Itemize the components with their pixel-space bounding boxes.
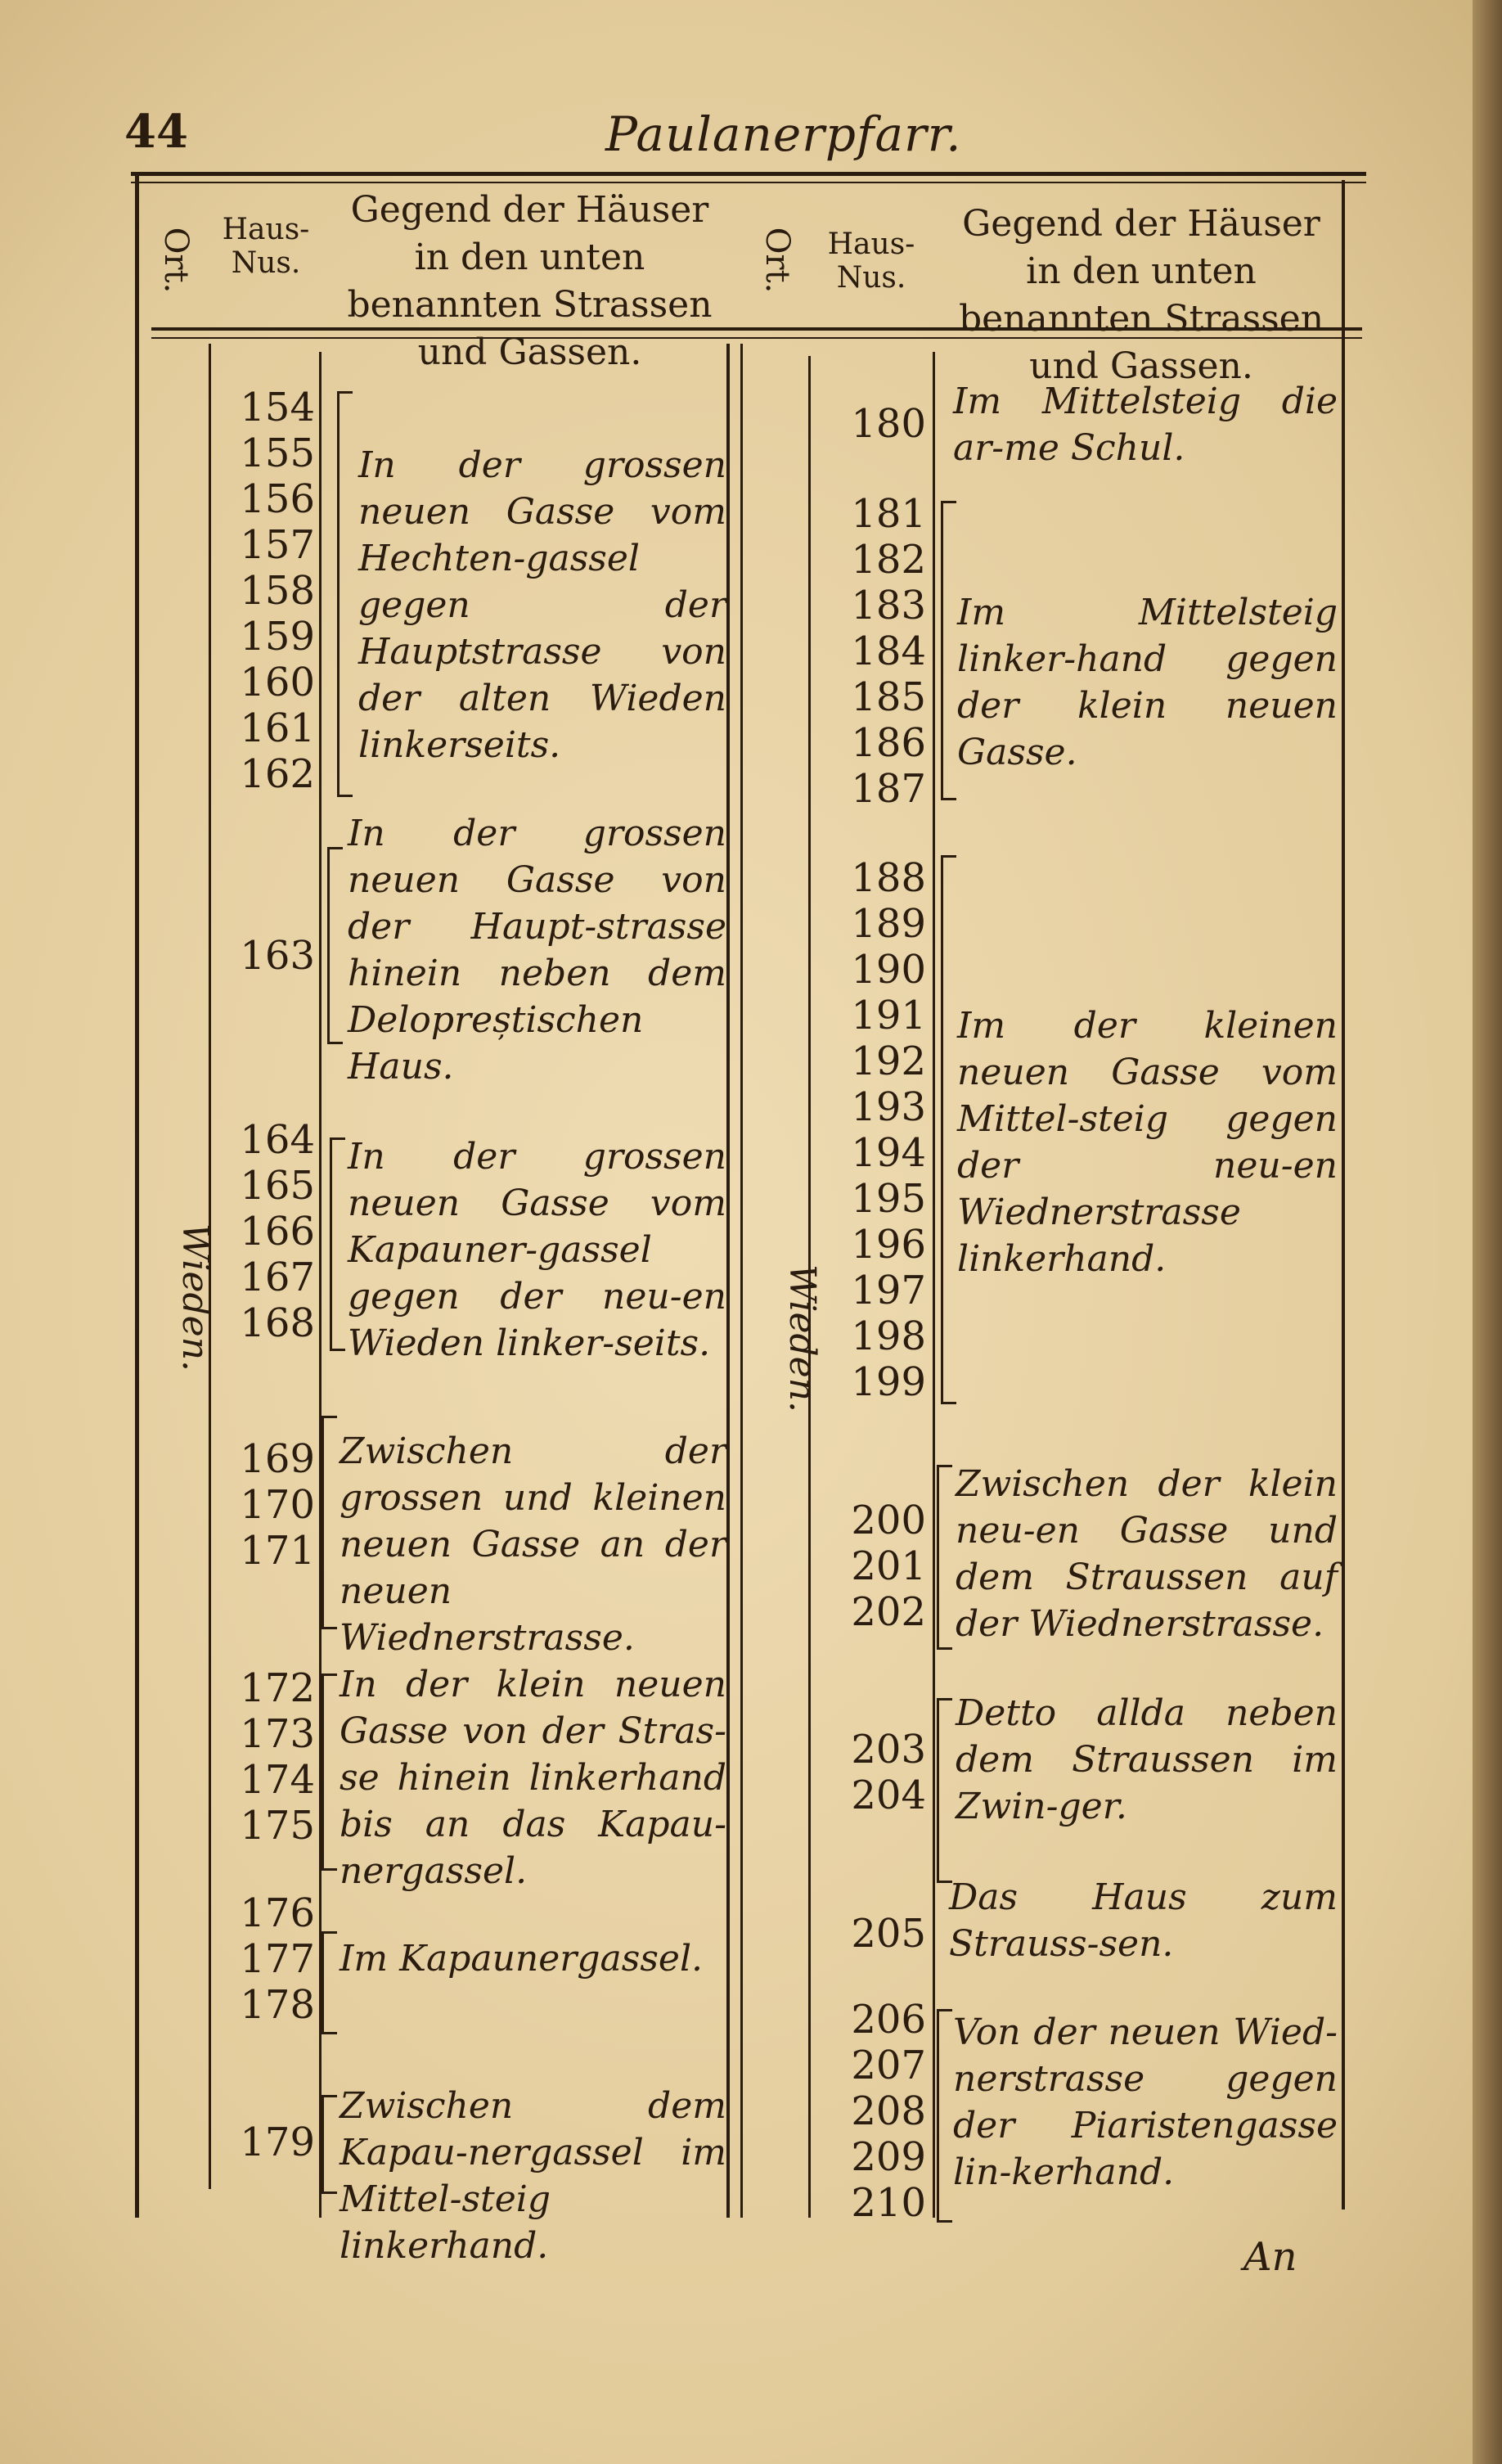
street-description: Detto allda neben dem Straussen im Zwin-ger.	[956, 1692, 1338, 1827]
house-number: 164	[240, 1117, 315, 1163]
house-numbers	[221, 1436, 315, 1574]
house-number: 177	[240, 1936, 315, 1982]
street-description: Zwischen der klein neu-en Gasse und dem Straussen auf der Wiednerstrasse.	[956, 1463, 1338, 1645]
bracket	[322, 2095, 337, 2194]
center-divider-b	[740, 344, 743, 2218]
house-number: 209	[851, 2134, 926, 2180]
house-number: 205	[851, 1911, 926, 1957]
bracket	[941, 501, 956, 800]
house-number: 171	[240, 1528, 315, 1574]
house-number: 195	[851, 1176, 926, 1222]
house-number: 189	[851, 901, 926, 947]
frame-left	[135, 176, 139, 2218]
house-number: 184	[851, 628, 926, 674]
house-number: 158	[240, 568, 315, 614]
street-description: Im der kleinen neuen Gasse vom Mittel-steig gegen der neu-en Wiednerstrasse linkerhand.	[957, 1005, 1338, 1280]
house-number: 193	[851, 1084, 926, 1130]
house-numbers	[826, 1997, 926, 2226]
house-number: 157	[240, 522, 315, 568]
house-number: 160	[240, 660, 315, 705]
table-top-rule-2	[131, 182, 1366, 183]
house-number: 161	[240, 705, 315, 751]
ort-wieden-right: Wieden.	[781, 1264, 824, 1413]
house-number: 190	[851, 947, 926, 993]
house-number: 197	[851, 1268, 926, 1313]
street-description: Zwischen der grossen und kleinen neuen Gasse an der neuen Wiednerstrasse.	[340, 1430, 726, 1659]
bracket	[322, 1416, 337, 1629]
house-number: 206	[851, 1997, 926, 2043]
bracket	[941, 855, 956, 1404]
house-number: 165	[240, 1163, 315, 1209]
house-number: 155	[240, 430, 315, 476]
street-description: Zwischen dem Kapau-nergassel im Mittel-steig linkerhand.	[340, 2085, 726, 2267]
bracket	[327, 847, 343, 1044]
ort-wieden-left: Wieden.	[174, 1223, 217, 1372]
house-number: 210	[851, 2180, 926, 2226]
header-ort-left: Ort.	[157, 227, 195, 294]
house-number: 199	[851, 1359, 926, 1405]
house-numbers	[826, 1498, 926, 1635]
house-numbers	[221, 933, 315, 979]
house-number: 163	[240, 933, 315, 979]
house-number: 203	[851, 1727, 926, 1773]
street-description: Im Kapaunergassel.	[340, 1938, 703, 1980]
bracket	[937, 2009, 952, 2223]
house-number: 181	[851, 491, 926, 537]
house-number: 179	[240, 2119, 315, 2165]
house-number: 207	[851, 2043, 926, 2088]
running-head: Paulanerpfarr.	[605, 106, 962, 162]
street-description: In der klein neuen Gasse von der Stras-se hinein linkerhand bis an das Kapau-nergassel.	[340, 1664, 726, 1892]
house-number: 178	[240, 1982, 315, 2028]
street-description: In der grossen neuen Gasse vom Kapauner-gassel gegen der neu-en Wieden linker-seits.	[348, 1136, 726, 1364]
house-numbers	[221, 2119, 315, 2165]
house-number: 182	[851, 537, 926, 583]
center-divider-a	[726, 344, 730, 2218]
page-number: 44	[124, 105, 188, 159]
header-ort-right: Ort.	[758, 227, 796, 294]
street-description: In der grossen neuen Gasse vom Hechten-gassel gegen der Hauptstrasse von der alten Wieden linkerseits.	[358, 444, 726, 766]
header-gegend-left: Gegend der Häuser in den unten benannten Strassen und Gassen.	[347, 189, 713, 373]
house-number: 192	[851, 1038, 926, 1084]
bracket	[337, 391, 353, 797]
house-number: 204	[851, 1773, 926, 1818]
header-haus-nus-left: Haus-Nus.	[222, 213, 310, 281]
house-number: 194	[851, 1130, 926, 1176]
house-number: 170	[240, 1482, 315, 1528]
house-numbers	[221, 1117, 315, 1346]
bracket	[937, 1698, 952, 1883]
house-number: 169	[240, 1436, 315, 1482]
street-description: Im Mittelsteig die ar-me Schul.	[953, 381, 1338, 469]
house-numbers	[221, 1665, 315, 1849]
house-numbers	[221, 1890, 315, 2028]
house-number: 201	[851, 1543, 926, 1589]
house-number: 187	[851, 766, 926, 812]
page-edge	[1473, 0, 1502, 2464]
house-number: 175	[240, 1803, 315, 1849]
house-number: 167	[240, 1255, 315, 1300]
house-number: 154	[240, 385, 315, 430]
bracket	[937, 1465, 952, 1650]
house-number: 183	[851, 583, 926, 628]
house-numbers	[826, 401, 926, 447]
house-number: 186	[851, 720, 926, 766]
header-gegend-right: Gegend der Häuser in den unten benannten Strassen und Gassen.	[958, 203, 1324, 387]
house-number: 208	[851, 2088, 926, 2134]
bracket	[330, 1137, 345, 1351]
table-top-rule	[131, 172, 1366, 176]
street-description: Im Mittelsteig linker-hand gegen der klein neuen Gasse.	[957, 592, 1338, 773]
house-number: 173	[240, 1711, 315, 1757]
house-number: 188	[851, 855, 926, 901]
house-number: 159	[240, 614, 315, 660]
street-description: Das Haus zum Strauss-sen.	[949, 1876, 1338, 1965]
house-number: 166	[240, 1209, 315, 1255]
house-number: 168	[240, 1300, 315, 1346]
house-number: 196	[851, 1222, 926, 1268]
right-nums-divider	[933, 352, 935, 2218]
frame-right	[1342, 180, 1345, 2209]
house-number: 198	[851, 1313, 926, 1359]
house-numbers	[221, 385, 315, 797]
house-number: 200	[851, 1498, 926, 1543]
house-numbers	[826, 855, 926, 1405]
house-numbers	[826, 491, 926, 812]
header-haus-nus-right: Haus-Nus.	[827, 227, 915, 295]
house-number: 185	[851, 674, 926, 720]
house-number: 191	[851, 993, 926, 1038]
street-description: Von der neuen Wied-nerstrasse gegen der Piaristengasse lin-kerhand.	[953, 2011, 1338, 2193]
house-number: 180	[851, 401, 926, 447]
street-description: In der grossen neuen Gasse von der Haupt-strasse hinein neben dem Delopreștischen Haus.	[348, 813, 726, 1088]
house-number: 162	[240, 751, 315, 797]
house-numbers	[826, 1911, 926, 1957]
catchword: An	[1243, 2234, 1297, 2280]
house-number: 172	[240, 1665, 315, 1711]
bracket	[322, 1673, 337, 1871]
house-number: 174	[240, 1757, 315, 1803]
house-number: 202	[851, 1589, 926, 1635]
bracket	[322, 1931, 337, 2034]
house-number: 156	[240, 476, 315, 522]
house-number: 176	[240, 1890, 315, 1936]
house-numbers	[826, 1727, 926, 1818]
